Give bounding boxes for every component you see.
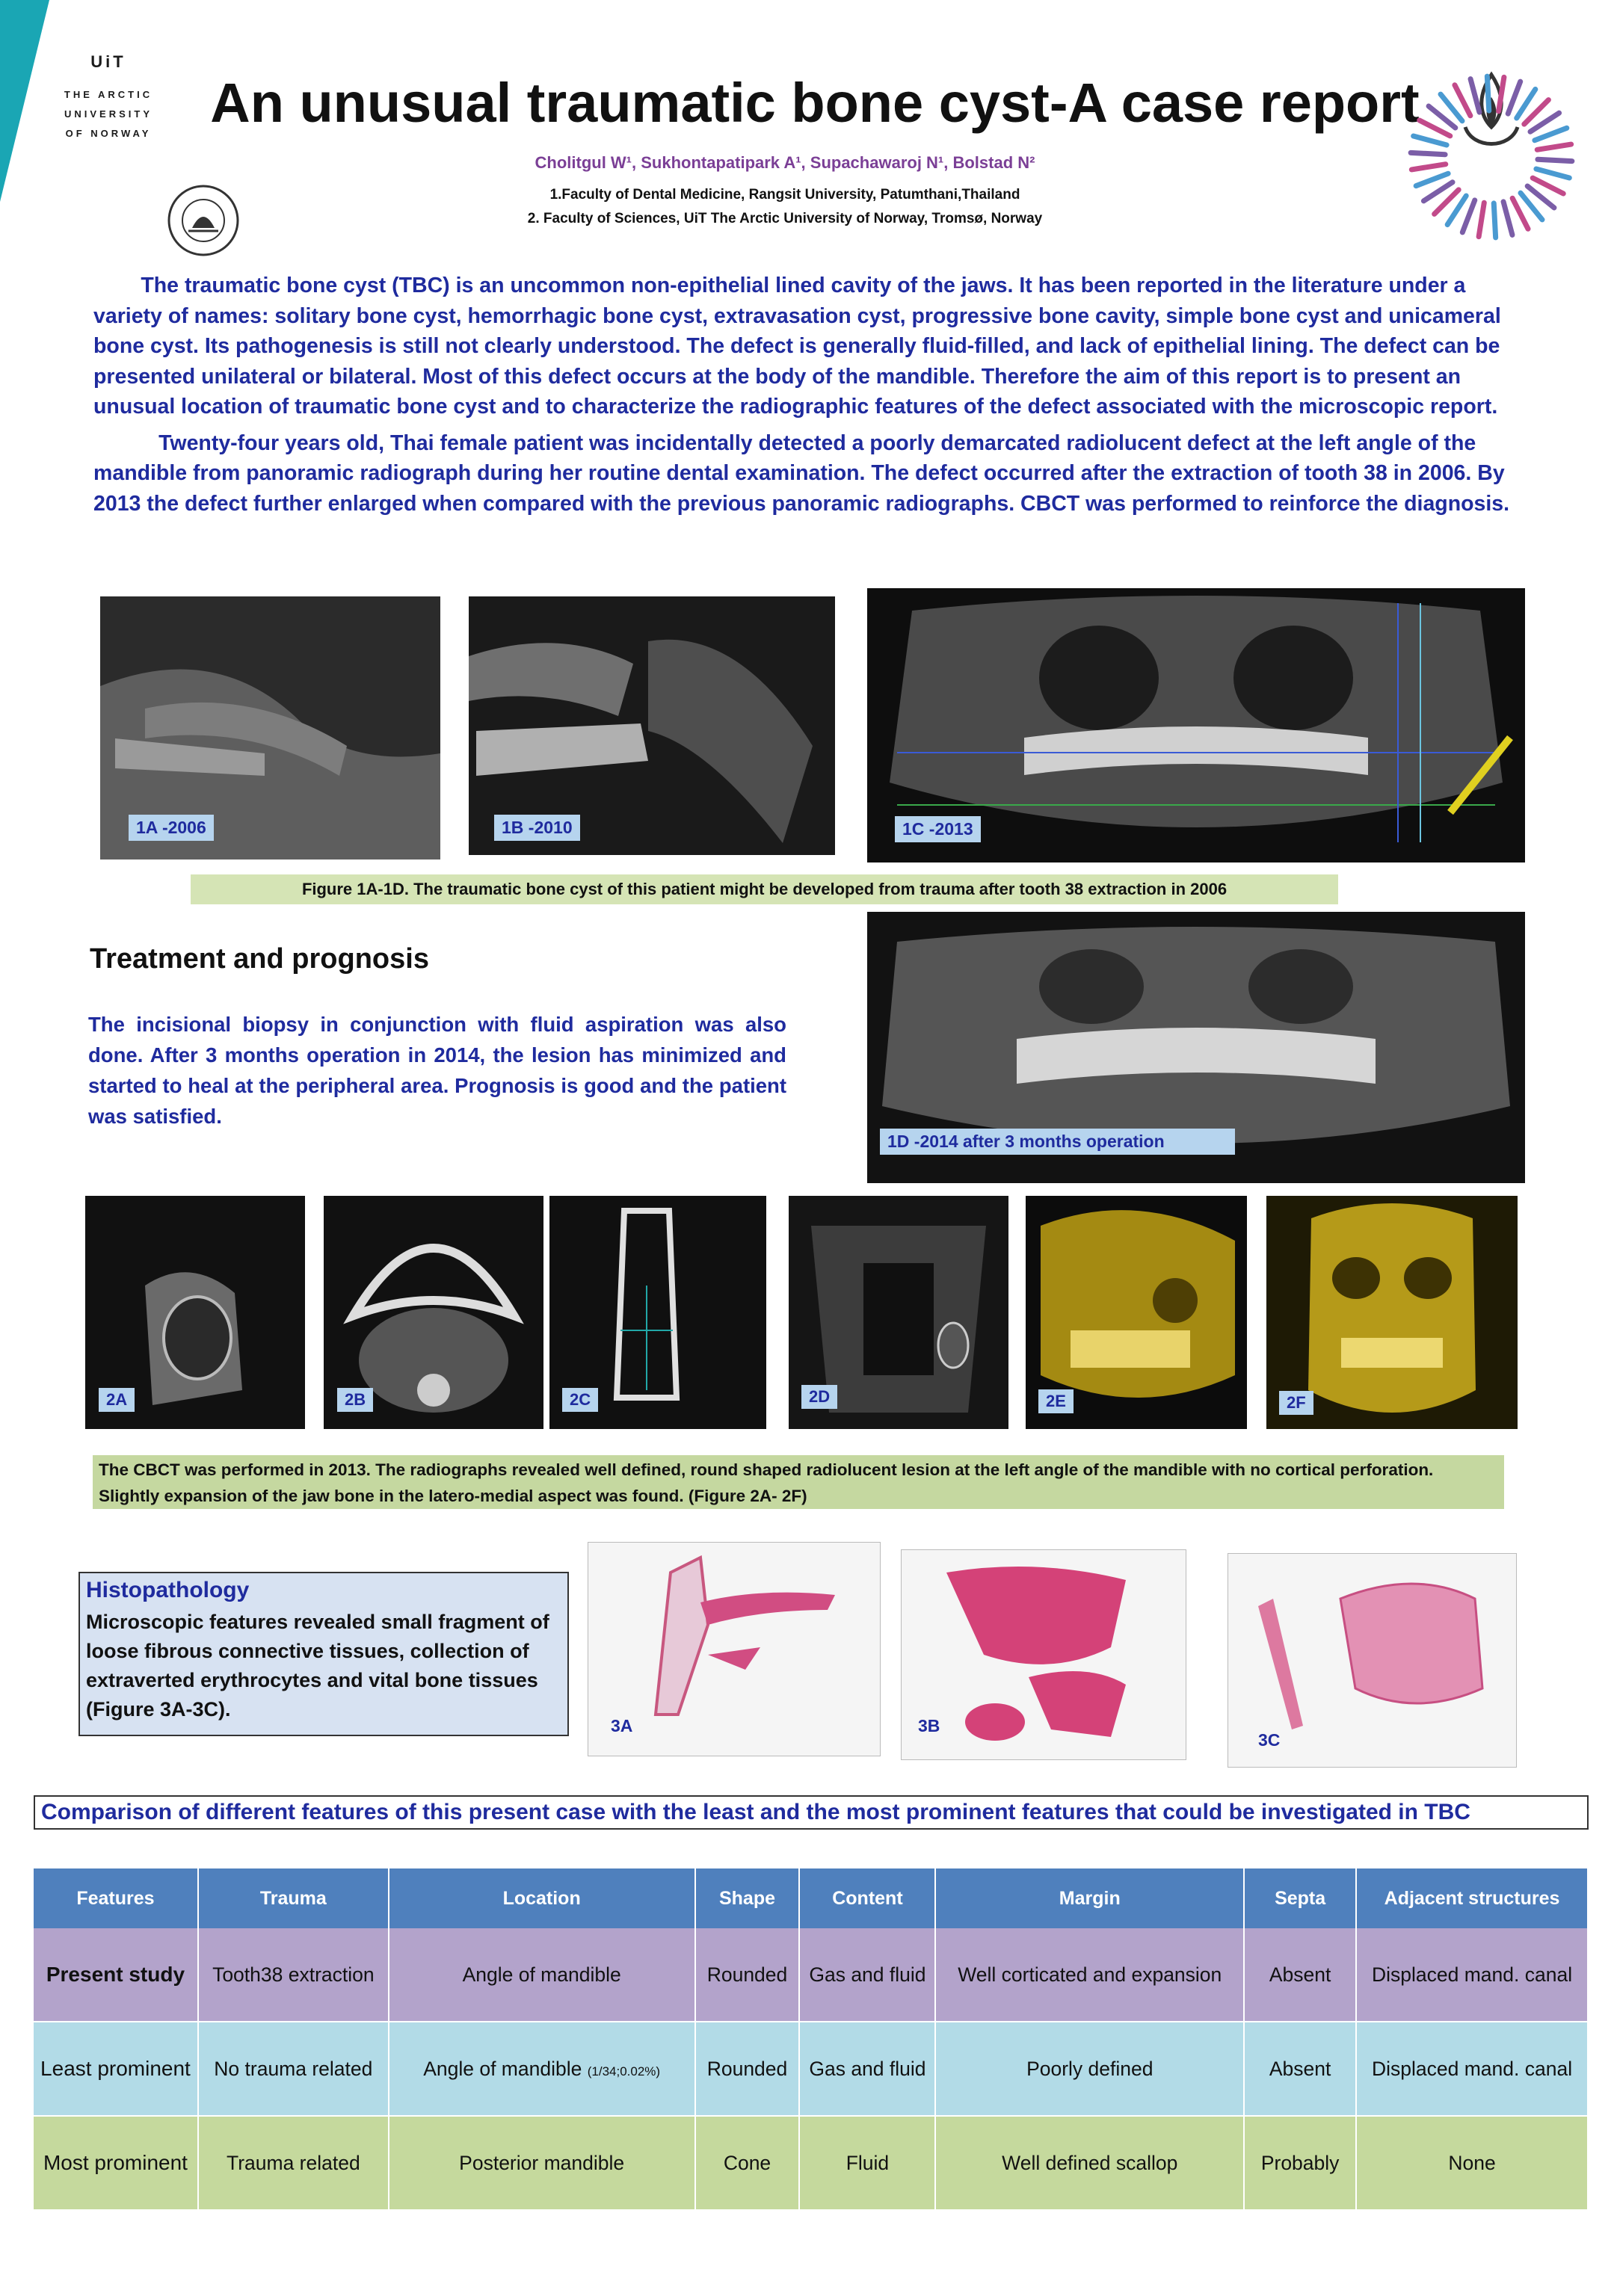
logo-ray — [1536, 169, 1569, 178]
affiliation-1: 1.Faculty of Dental Medicine, Rangsit University, Patumthani,Thailand — [549, 187, 1020, 203]
logo-ray — [1535, 128, 1567, 140]
logo-ray — [1411, 152, 1445, 154]
cell-feature: Least prominent — [34, 2022, 198, 2116]
poster-title: An unusual traumatic bone cyst-A case report — [210, 72, 1420, 134]
figure-label-2c: 2C — [562, 1388, 598, 1412]
uit-logo-line1: THE ARCTIC — [64, 89, 153, 100]
logo-ray — [1508, 81, 1520, 114]
corner-accent — [0, 0, 49, 202]
logo-ray — [1462, 200, 1474, 232]
cell-content: Gas and fluid — [799, 1928, 935, 2022]
column-header-features: Features — [34, 1868, 198, 1928]
rangsit-university-logo — [1405, 45, 1577, 247]
cell-feature: Most prominent — [34, 2116, 198, 2210]
figure-label-2b: 2B — [337, 1388, 373, 1412]
figure-label-2a: 2A — [99, 1388, 135, 1412]
histology-image-3a — [588, 1542, 881, 1756]
cell-location-note: (1/34;0.02%) — [587, 2064, 661, 2079]
histopathology-body: Microscopic features revealed small fragment of loose fibrous connective tissues, collection of extraverted erythrocytes and vital bone tissues (Figure 3A-3C). — [86, 1611, 549, 1721]
table-row — [34, 2022, 1588, 2116]
cell-shape: Rounded — [695, 2022, 800, 2116]
uit-logo-abbr: UiT — [90, 52, 126, 71]
intro-paragraph-2 — [93, 428, 1514, 519]
cbct-image-2a — [85, 1196, 305, 1429]
cell-shape: Rounded — [695, 1928, 800, 2022]
cell-margin: Well corticated and expansion — [935, 1928, 1244, 2022]
figure-label-1d: 1D -2014 after 3 months operation — [880, 1129, 1235, 1155]
panoramic-radiograph-1c — [867, 588, 1525, 862]
uit-logo-line2: UNIVERSITY — [64, 108, 153, 120]
table-header-row — [34, 1868, 1588, 1928]
logo-ray — [1487, 76, 1488, 111]
cell-adjacent: Displaced mand. canal — [1356, 2022, 1588, 2116]
column-header-margin: Margin — [935, 1868, 1244, 1928]
cell-location-text: Posterior mandible — [459, 2151, 625, 2174]
table-row — [34, 1928, 1588, 2022]
cell-trauma: Trauma related — [198, 2116, 389, 2210]
cbct-image-2d — [789, 1196, 1008, 1429]
logo-ray — [1416, 173, 1448, 185]
cell-septa: Probably — [1244, 2116, 1356, 2210]
figure-1-caption: Figure 1A-1D. The traumatic bone cyst of this patient might be developed from trauma after tooth 38 extraction in 2006 — [191, 874, 1338, 904]
logo-ray — [1538, 159, 1572, 161]
authors: Cholitgul W¹, Sukhontapatipark A¹, Supachawaroj N¹, Bolstad N² — [535, 153, 1035, 172]
figure-label-3b: 3B — [918, 1716, 940, 1735]
cell-location — [389, 2022, 695, 2116]
figure-label-2d: 2D — [801, 1385, 837, 1409]
intro-paragraph-1-text: The traumatic bone cyst (TBC) is an uncommon non-epithelial lined cavity of the jaws. It has been reported in the literature under a variety of names: solitary bone cyst, hemorrhagic bone cyst, extravasation cyst, progressive bone cavity, simple bone cyst and unicameral bone cyst. Its pathogenesis is still not clearly understood. The defect is generally fluid-filled, and lack of epithelial lining. The defect can be presented unilateral or bilateral. Most of this defect occurs at the body of the mandible. Therefore the aim of this report is to present an unusual location of traumatic bone cyst and to characterize the radiographic features of the defect associated with the microscopic report. — [93, 274, 1501, 419]
column-header-septa: Septa — [1244, 1868, 1356, 1928]
radiograph-1a — [100, 596, 440, 860]
histology-image-3c — [1228, 1553, 1517, 1768]
uit-logo — [56, 52, 161, 144]
comparison-heading: Comparison of different features of this present case with the least and the most prominent features that could be investigated in TBC — [34, 1795, 1589, 1830]
cbct-3d-render-2e — [1026, 1196, 1247, 1429]
cell-content: Fluid — [799, 2116, 935, 2210]
figure-label-3a: 3A — [611, 1716, 633, 1735]
affiliations — [299, 183, 1271, 231]
introduction — [93, 271, 1514, 525]
table-row — [34, 2116, 1588, 2210]
figure-label-1c: 1C -2013 — [895, 816, 981, 842]
logo-ray — [1537, 144, 1571, 149]
histopathology-box — [78, 1572, 569, 1736]
column-header-adjacent: Adjacent structures — [1356, 1868, 1588, 1928]
treatment-body: The incisional biopsy in conjunction with fluid aspiration was also done. After 3 months operation in 2014, the lesion has minimized and started to heal at the peripheral area. Prognosis is good and the patient was satisfied. — [88, 1013, 786, 1128]
figure-2-caption: The CBCT was performed in 2013. The radiographs revealed well defined, round shaped radiolucent lesion at the left angle of the mandible with no cortical perforation. Slightly expansion of the jaw bone in the latero-medial aspect was found. (Figure 2A- 2F) — [93, 1455, 1504, 1509]
column-header-location: Location — [389, 1868, 695, 1928]
cell-septa: Absent — [1244, 1928, 1356, 2022]
logo-ray — [1411, 164, 1445, 170]
figure-label-2e: 2E — [1038, 1389, 1074, 1413]
column-header-trauma: Trauma — [198, 1868, 389, 1928]
cell-margin: Poorly defined — [935, 2022, 1244, 2116]
cell-trauma: No trauma related — [198, 2022, 389, 2116]
cbct-3d-render-2f — [1266, 1196, 1518, 1429]
intro-paragraph-2-text: Twenty-four years old, Thai female patient was incidentally detected a poorly demarcated radiolucent defect at the left angle of the mandible from panoramic radiograph during her routine dental examination. The defect occurred after the extraction of tooth 38 in 2006. By 2013 the defect further enlarged when compared with the previous panoramic radiographs. CBCT was performed to reinforce the diagnosis. — [93, 430, 1510, 516]
cell-trauma: Tooth38 extraction — [198, 1928, 389, 2022]
figure-label-1a: 1A -2006 — [129, 815, 214, 841]
logo-ray — [1470, 79, 1479, 112]
panoramic-radiograph-1d — [867, 912, 1525, 1183]
cell-content: Gas and fluid — [799, 2022, 935, 2116]
cell-margin: Well defined scallop — [935, 2116, 1244, 2210]
cell-location — [389, 1928, 695, 2022]
logo-ray — [1414, 136, 1447, 145]
figure-label-3c: 3C — [1258, 1730, 1281, 1750]
cell-septa: Absent — [1244, 2022, 1356, 2116]
treatment-heading: Treatment and prognosis — [90, 943, 429, 975]
uit-logo-line3: OF NORWAY — [65, 128, 152, 139]
figure-label-1b: 1B -2010 — [494, 815, 580, 841]
figure-label-2f: 2F — [1279, 1391, 1313, 1415]
column-header-content: Content — [799, 1868, 935, 1928]
histopathology-heading: Histopathology — [86, 1578, 250, 1602]
logo-ray — [1494, 203, 1495, 238]
cell-location-text: Angle of mandible — [423, 2057, 582, 2080]
cbct-image-2c — [549, 1196, 766, 1429]
affiliation-2: 2. Faculty of Sciences, UiT The Arctic University of Norway, Tromsø, Norway — [527, 211, 1043, 226]
cell-adjacent: None — [1356, 2116, 1588, 2210]
cell-adjacent: Displaced mand. canal — [1356, 1928, 1588, 2022]
radiograph-1b — [469, 596, 835, 855]
cbct-image-2b — [324, 1196, 543, 1429]
logo-ray — [1479, 203, 1484, 236]
column-header-shape: Shape — [695, 1868, 800, 1928]
cell-feature: Present study — [34, 1928, 198, 2022]
intro-paragraph-1 — [93, 271, 1514, 422]
cell-location — [389, 2116, 695, 2210]
logo-ray — [1499, 77, 1504, 111]
histology-image-3b — [901, 1549, 1186, 1760]
cell-location-text: Angle of mandible — [462, 1963, 621, 1986]
university-seal-logo — [166, 183, 241, 258]
cell-shape: Cone — [695, 2116, 800, 2210]
logo-ray — [1503, 202, 1512, 235]
comparison-table — [34, 1868, 1589, 2211]
